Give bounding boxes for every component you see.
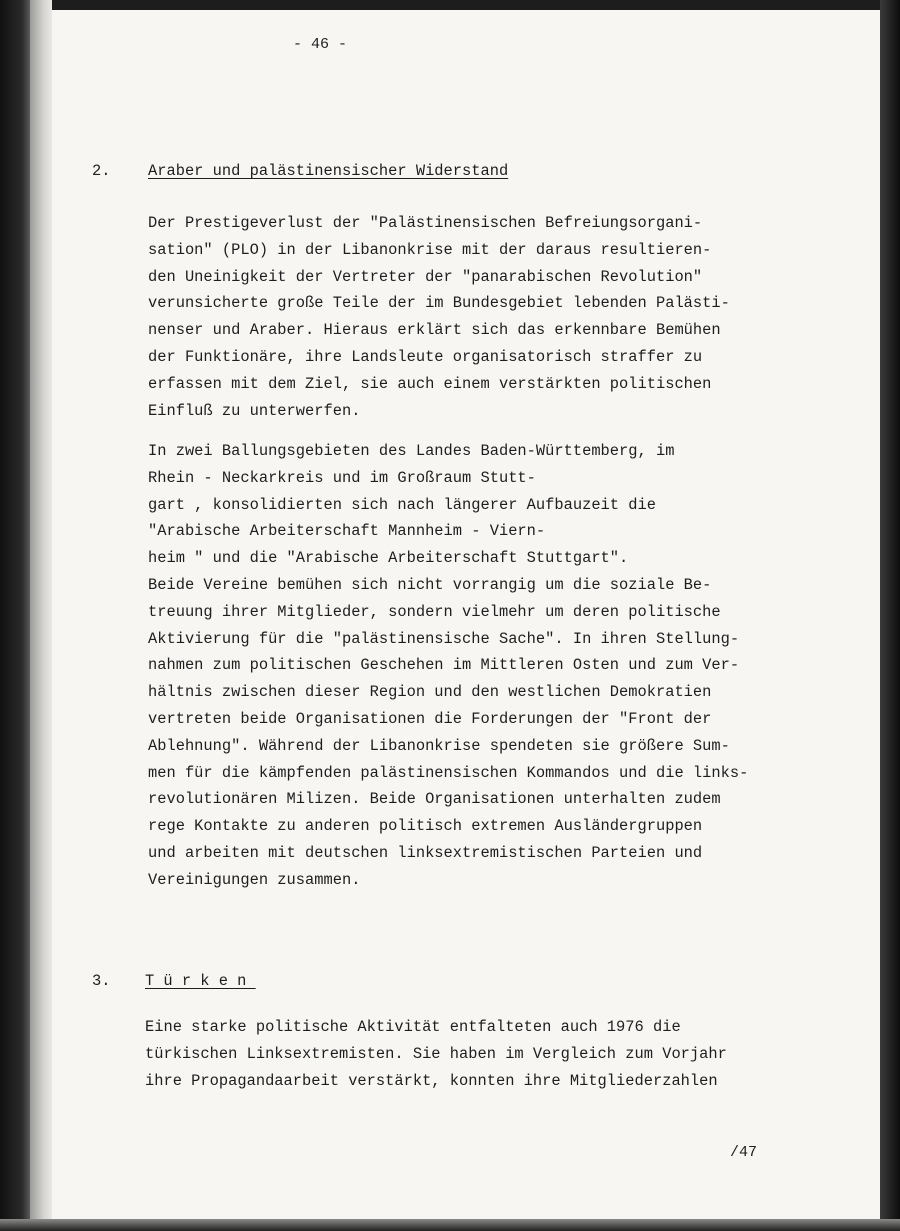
text-line: Einfluß zu unterwerfen. [148,401,361,420]
text-line: und arbeiten mit deutschen linksextremistischen Parteien und [148,843,703,862]
text-line: men für die kämpfenden palästinensischen Kommandos und die links- [148,763,749,782]
text-line: der Funktionäre, ihre Landsleute organisatorisch straffer zu [148,347,703,366]
next-page-marker: /47 [730,1144,758,1161]
text-line: verunsicherte große Teile der im Bundesgebiet lebenden Palästi- [148,294,730,313]
section-2-paragraph-1 [148,210,730,424]
text-line: ihre Propagandaarbeit verstärkt, konnten ihre Mitgliederzahlen [145,1071,718,1090]
text-line: In zwei Ballungsgebieten des Landes Baden-Württemberg, im [148,442,675,460]
section-2-title: Araber und palästinensischer Widerstand [148,162,509,180]
text-line: sation" (PLO) in der Libanonkrise mit der daraus resultieren- [148,240,712,259]
text-line: "Arabische Arbeiterschaft Mannheim - Viern- [148,522,546,541]
section-2-paragraph-2 [148,438,748,894]
section-3-number: 3. [92,972,111,990]
section-3-paragraph-1 [145,1014,727,1094]
text-line: Rhein - Neckarkreis und im Großraum Stutt- [148,468,536,487]
text-line: Eine starke politische Aktivität entfalteten auch 1976 die [145,1018,681,1036]
text-line: vertreten beide Organisationen die Forderungen der "Front der [148,709,712,728]
text-line: nahmen zum politischen Geschehen im Mittleren Osten und zum Ver- [148,656,740,675]
scan-border-top [0,0,900,10]
page-number: - 46 - [293,36,348,53]
scan-border-left [0,0,30,1231]
text-line: treuung ihrer Mitglieder, sondern vielmehr um deren politische [148,602,721,621]
section-3-title: Türken [145,972,256,990]
scan-border-bottom [0,1219,900,1231]
text-line: nenser und Araber. Hieraus erklärt sich das erkennbare Bemühen [148,321,721,340]
section-2-number: 2. [92,162,111,180]
text-line: Aktivierung für die "palästinensische Sache". In ihren Stellung- [148,629,740,648]
text-line: türkischen Linksextremisten. Sie haben im Vergleich zum Vorjahr [145,1044,727,1063]
page-gutter-shadow [30,0,52,1231]
text-line: gart , konsolidierten sich nach längerer Aufbauzeit die [148,495,656,514]
text-line: Beide Vereine bemühen sich nicht vorrangig um die soziale Be- [148,575,712,594]
text-line: erfassen mit dem Ziel, sie auch einem verstärkten politischen [148,374,712,393]
text-line: Ablehnung". Während der Libanonkrise spendeten sie größere Sum- [148,736,730,755]
text-line: Vereinigungen zusammen. [148,870,361,889]
scan-border-right [880,0,900,1231]
text-line: revolutionären Milizen. Beide Organisationen unterhalten zudem [148,790,721,809]
text-line: hältnis zwischen dieser Region und den westlichen Demokratien [148,683,712,702]
text-line: rege Kontakte zu anderen politisch extremen Ausländergruppen [148,817,703,836]
text-line: heim " und die "Arabische Arbeiterschaft Stuttgart". [148,549,629,568]
text-line: Der Prestigeverlust der "Palästinensischen Befreiungsorgani- [148,214,703,232]
text-line: den Uneinigkeit der Vertreter der "panarabischen Revolution" [148,267,703,286]
